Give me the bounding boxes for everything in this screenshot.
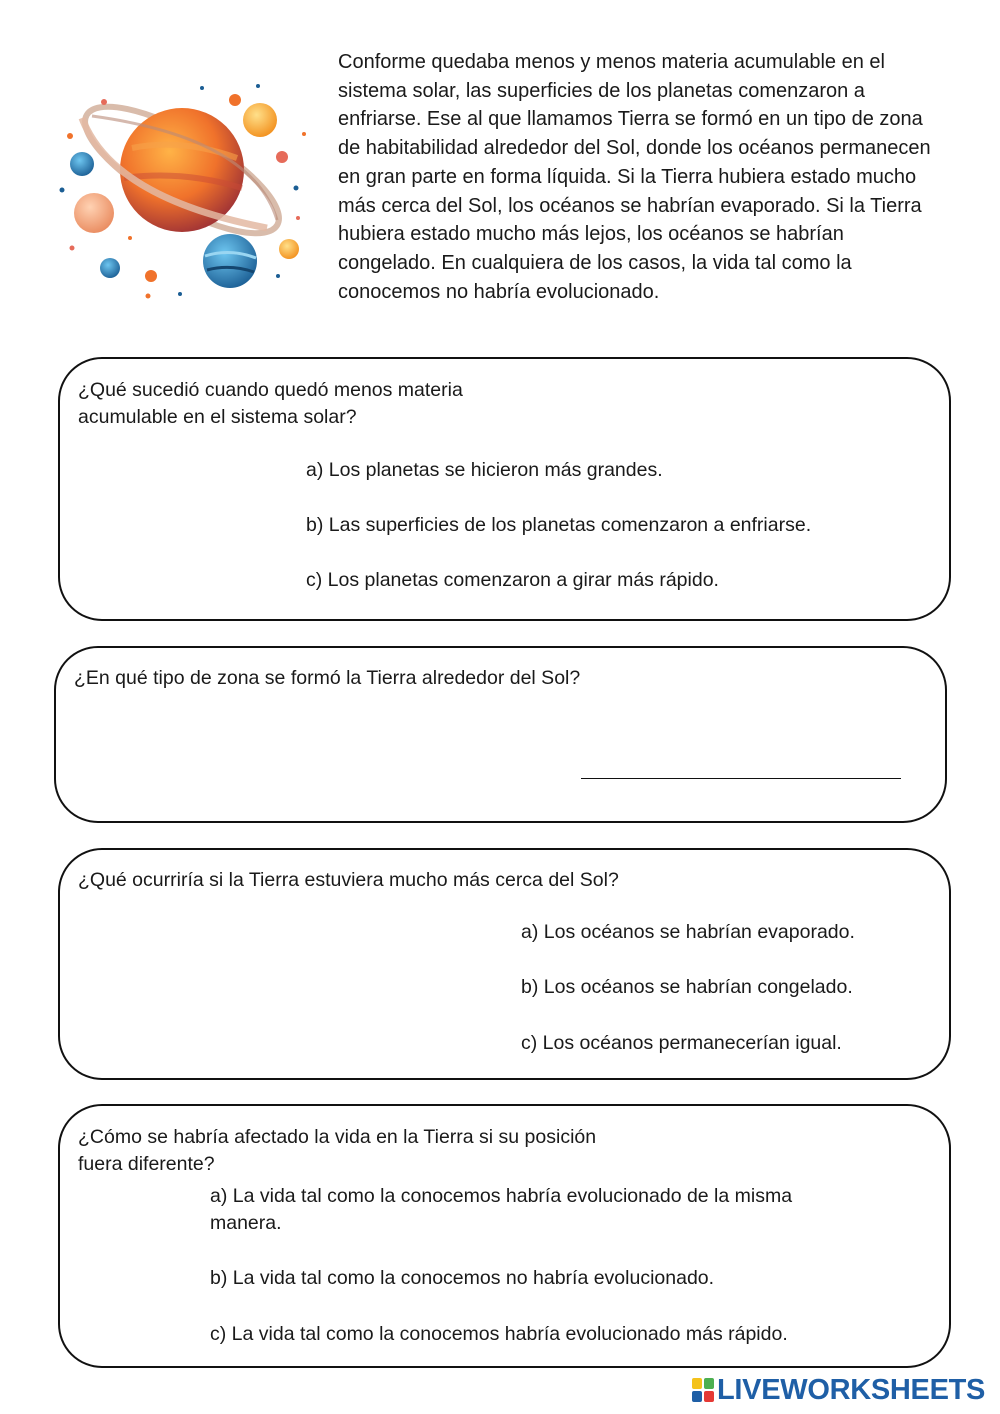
question-4-option-b[interactable]: b) La vida tal como la conocemos no habría evolucionado. — [210, 1267, 715, 1289]
question-3-option-c[interactable]: c) Los océanos permanecerían igual. — [521, 1032, 842, 1054]
question-4-prompt-line-2: fuera diferente? — [78, 1153, 215, 1175]
question-3-option-a[interactable]: a) Los océanos se habrían evaporado. — [521, 921, 855, 943]
question-1-option-c[interactable]: c) Los planetas comenzaron a girar más rápido. — [306, 569, 719, 591]
planets-illustration — [52, 78, 314, 310]
question-4-option-a-continued[interactable]: manera. — [210, 1212, 282, 1234]
question-3-prompt: ¿Qué ocurriría si la Tierra estuviera mucho más cerca del Sol? — [78, 869, 619, 891]
question-card-2 — [54, 646, 947, 823]
question-1-option-a[interactable]: a) Los planetas se hicieron más grandes. — [306, 459, 663, 481]
question-3-option-b[interactable]: b) Los océanos se habrían congelado. — [521, 976, 853, 998]
question-4-prompt-line-1: ¿Cómo se habría afectado la vida en la Tierra si su posición — [78, 1126, 597, 1148]
liveworksheets-logo[interactable] — [692, 1374, 985, 1406]
intro-paragraph: Conforme quedaba menos y menos materia acumulable en el sistema solar, las superficies de los planetas comenzaron a enfriarse. Ese al que llamamos Tierra se formó en un tipo de zona de habitabilidad alrededor del Sol, donde los océanos permanecen en gran parte en forma líquida. Si la Tierra hubiera estado mucho más cerca del Sol, los océanos se habrían evaporado. Si la Tierra hubiera estado mucho más lejos, los océanos se habrían congelado. En cualquiera de los casos, la vida tal como la conocemos no habría evolucionado. — [338, 51, 931, 303]
question-1-prompt-line-2: acumulable en el sistema solar? — [78, 406, 357, 428]
question-card-4 — [58, 1104, 951, 1368]
question-4-option-a[interactable]: a) La vida tal como la conocemos habría evolucionado de la misma — [210, 1185, 793, 1207]
question-4-option-c[interactable]: c) La vida tal como la conocemos habría evolucionado más rápido. — [210, 1323, 788, 1345]
question-1-option-b[interactable]: b) Las superficies de los planetas comenzaron a enfriarse. — [306, 514, 812, 536]
question-2-answer-line[interactable] — [581, 778, 901, 779]
question-1-prompt-line-1: ¿Qué sucedió cuando quedó menos materia — [78, 379, 463, 401]
logo-text: LIVEWORKSHEETS — [717, 1373, 986, 1406]
question-2-prompt: ¿En qué tipo de zona se formó la Tierra alrededor del Sol? — [74, 667, 581, 689]
question-card-3 — [58, 848, 951, 1080]
question-card-1 — [58, 357, 951, 621]
liveworksheets-logo-icon — [692, 1378, 714, 1402]
